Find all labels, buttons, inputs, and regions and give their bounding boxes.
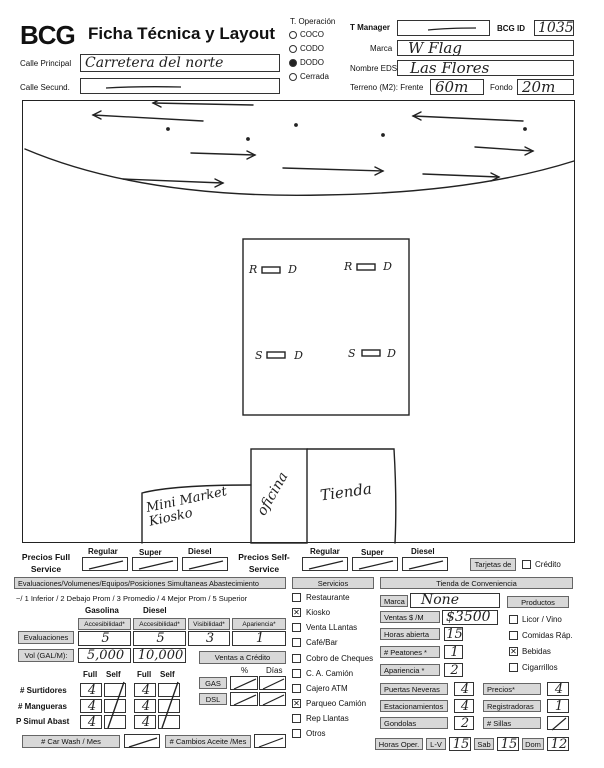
slash-mark <box>125 735 161 749</box>
vol-gasolina-field[interactable] <box>78 648 131 663</box>
self-label-dsl: Self <box>160 670 175 679</box>
self-slash-marks <box>80 676 190 736</box>
dom-value: 12 <box>550 737 568 752</box>
slash-mark <box>83 558 129 572</box>
price-self-super[interactable] <box>352 557 398 571</box>
fondo-field[interactable] <box>517 79 574 95</box>
pump-label: R D <box>344 260 392 273</box>
surtidores-full-dsl-value: 4 <box>141 683 151 698</box>
credito-checkbox[interactable] <box>522 560 531 569</box>
puertas-field[interactable] <box>454 682 474 696</box>
estacionamientos-field[interactable] <box>454 699 474 713</box>
dash-mark <box>398 21 491 37</box>
price-col-diesel: Diesel <box>188 547 212 556</box>
servicio-checkbox[interactable] <box>292 714 301 723</box>
slash-mark <box>260 677 287 691</box>
servicio-label: Rep Llantas <box>306 714 349 723</box>
horas-abierta-field[interactable] <box>444 627 463 641</box>
gas-dias-field[interactable] <box>259 676 286 690</box>
mangueras-label: # Mangueras <box>18 702 67 711</box>
diesel-label: Diesel <box>143 606 167 615</box>
calle-secund-field[interactable] <box>80 78 280 94</box>
servicio-label: Kiosko <box>306 608 331 617</box>
servicio-checkbox[interactable]: ✕ <box>293 608 300 617</box>
dsl-dias-field[interactable] <box>259 692 286 706</box>
sab-value: 15 <box>500 737 518 752</box>
servicio-checkbox[interactable] <box>292 593 301 602</box>
full-label-dsl: Full <box>137 670 152 679</box>
eval-4-value: 1 <box>255 631 265 646</box>
peatones-label: # Peatones * <box>380 646 440 658</box>
producto-label: Bebidas <box>522 647 551 656</box>
gasolina-label: Gasolina <box>85 606 119 615</box>
dias-label: Días <box>266 666 283 675</box>
fondo-label: Fondo <box>490 83 513 92</box>
eval-1-value: 5 <box>101 631 110 646</box>
page-title: Ficha Técnica y Layout <box>88 24 276 43</box>
cambios-aceite-field[interactable] <box>254 734 286 748</box>
pct-label: % <box>241 666 249 675</box>
full-label-gas: Full <box>83 670 98 679</box>
eval-3-field[interactable] <box>188 631 230 646</box>
price-col-super: Super <box>139 548 162 557</box>
slash-mark <box>353 558 399 572</box>
servicio-checkbox[interactable] <box>292 669 301 678</box>
dash-mark <box>81 79 281 95</box>
nombre-eds-value: Las Flores <box>410 59 490 77</box>
surtidores-label: # Surtidores <box>20 686 67 695</box>
horas-abierta-value: 15 <box>446 627 463 642</box>
slash-mark <box>548 717 570 731</box>
sab-label: Sab <box>474 738 494 750</box>
ventas-label: Ventas $ /M <box>380 611 440 623</box>
servicio-checkbox[interactable] <box>292 684 301 693</box>
sab-field[interactable] <box>497 737 519 751</box>
vol-diesel-value: 10,000 <box>137 648 184 663</box>
radio-coco-label: COCO <box>300 30 324 39</box>
price-full-regular[interactable] <box>82 557 128 571</box>
producto-checkbox[interactable] <box>509 631 518 640</box>
servicio-label: C. A. Camión <box>306 669 354 678</box>
radio-cerrada[interactable] <box>289 73 297 81</box>
peatones-value: 1 <box>450 645 459 660</box>
vol-gasolina-value: 5,000 <box>86 648 125 663</box>
servicio-checkbox[interactable] <box>292 729 301 738</box>
servicio-label: Restaurante <box>306 593 350 602</box>
t-manager-label: T Manager <box>350 23 391 32</box>
servicio-checkbox[interactable] <box>292 654 301 663</box>
gas-pct-field[interactable] <box>230 676 258 690</box>
servicio-checkbox[interactable] <box>292 623 301 632</box>
registradoras-value: 1 <box>554 699 564 714</box>
nombre-eds-label: Nombre EDS <box>350 64 398 73</box>
producto-checkbox[interactable] <box>509 615 518 624</box>
gondolas-field[interactable] <box>454 716 474 730</box>
eval-4-field[interactable] <box>232 631 286 646</box>
car-wash-field[interactable] <box>124 734 160 748</box>
apariencia-label: Apariencia * <box>380 664 440 676</box>
terreno-label: Terreno (M2): Frente <box>350 83 424 92</box>
fondo-value: 20m <box>522 78 556 96</box>
mini-market-label: Mini Market Kiosko <box>144 484 229 530</box>
frente-field[interactable] <box>430 79 484 95</box>
price-self-regular[interactable] <box>302 557 348 571</box>
eval-1-field[interactable] <box>78 631 131 646</box>
servicio-label: Parqueo Camión <box>306 699 367 708</box>
bcg-id-label: BCG ID <box>497 24 525 33</box>
surtidores-full-gas-value: 4 <box>87 683 97 698</box>
precios-value: 4 <box>554 682 564 697</box>
bcg-id-field[interactable] <box>534 20 574 36</box>
marca-field[interactable] <box>397 40 574 56</box>
mangueras-full-gas-value: 4 <box>87 699 97 714</box>
producto-label: Licor / Vino <box>522 615 562 624</box>
peatones-field[interactable] <box>444 645 463 659</box>
scale-tick-mark: ~/ <box>16 594 25 603</box>
apariencia-field[interactable] <box>444 663 463 677</box>
tienda-label: Tienda <box>318 479 373 505</box>
dom-field[interactable] <box>547 737 569 751</box>
calle-secund-label: Calle Secund. <box>20 83 70 92</box>
slash-mark <box>231 693 259 707</box>
criteria-4: Apariencia* <box>232 618 286 630</box>
tarjetas-label: Tarjetas de <box>470 558 516 571</box>
servicio-label: Cobro de Cheques <box>306 654 374 663</box>
nombre-eds-field[interactable] <box>397 60 574 76</box>
price-full-diesel[interactable] <box>182 557 228 571</box>
servicio-label: Venta LLantas <box>306 623 358 632</box>
producto-checkbox[interactable] <box>509 663 518 672</box>
dsl-label: DSL <box>199 693 227 705</box>
slash-mark <box>403 558 449 572</box>
radio-codo[interactable] <box>289 45 297 53</box>
scale-legend-text: 1 Inferior / 2 Debajo Prom / 3 Promedio / 4 Mejor Prom / 5 Superior <box>24 594 248 603</box>
layout-drawing-area <box>22 100 575 543</box>
lv-value: 15 <box>452 737 470 752</box>
servicios-title: Servicios <box>292 577 374 589</box>
price-self-col-regular: Regular <box>310 547 340 556</box>
logo: BCG <box>20 20 75 50</box>
calle-principal-value: Carretera del norte <box>85 55 224 71</box>
t-operacion-label: T. Operación <box>290 17 336 26</box>
precios-label: Precios* <box>483 683 541 695</box>
pump-label: S D <box>348 347 396 360</box>
slash-mark <box>255 735 287 749</box>
dsl-pct-field[interactable] <box>230 692 258 706</box>
radio-codo-label: CODO <box>300 44 324 53</box>
producto-checkbox[interactable]: ✕ <box>510 647 517 656</box>
slash-mark <box>133 558 179 572</box>
horas-oper-label: Horas Oper. <box>375 738 423 750</box>
marca-value: W Flag <box>408 39 462 57</box>
vol-diesel-field[interactable] <box>133 648 186 663</box>
criteria-2: Accesibilidad* <box>133 618 186 630</box>
price-self-col-diesel: Diesel <box>411 547 435 556</box>
calle-principal-label: Calle Principal <box>20 59 72 68</box>
self-label-gas: Self <box>106 670 121 679</box>
ventas-field[interactable] <box>442 610 498 625</box>
puertas-label: Puertas Neveras <box>380 683 448 695</box>
vol-label: Vol (GAL/M): <box>18 649 74 662</box>
radio-coco[interactable] <box>289 31 297 39</box>
registradoras-label: Registradoras <box>483 700 541 712</box>
radio-dodo-label: DODO <box>300 58 324 67</box>
pump-label: R D <box>249 263 297 276</box>
producto-label: Comidas Ráp. <box>522 631 573 640</box>
radio-dodo[interactable] <box>289 59 297 67</box>
eval-2-value: 5 <box>156 631 165 646</box>
gondolas-value: 2 <box>460 716 470 731</box>
tienda-marca-field[interactable] <box>410 593 500 608</box>
oficina-label: oficina <box>253 469 292 519</box>
price-self-diesel[interactable] <box>402 557 448 571</box>
horas-abierta-label: Horas abierta <box>380 628 440 640</box>
marca-label: Marca <box>370 44 393 53</box>
simul-label: P Simul Abast <box>16 717 70 726</box>
evaluaciones-label: Evaluaciones <box>18 631 74 644</box>
apariencia-value: 2 <box>450 663 459 678</box>
sillas-field[interactable] <box>547 716 569 730</box>
car-wash-label: # Car Wash / Mes <box>22 735 120 748</box>
ventas-value: $3500 <box>446 609 491 625</box>
slash-mark <box>231 677 259 691</box>
registradoras-field[interactable] <box>547 699 569 713</box>
ventas-credito-label: Ventas a Crédito <box>199 651 286 664</box>
servicio-label: Otros <box>306 729 326 738</box>
tienda-marca-label: Marca <box>380 595 408 607</box>
slash-mark <box>303 558 349 572</box>
frente-value: 60m <box>435 78 469 96</box>
servicio-label: Cajero ATM <box>306 684 348 693</box>
pump-label: S D <box>255 349 303 362</box>
dom-label: Dom <box>522 738 544 750</box>
criteria-3: Visibilidad* <box>188 618 230 630</box>
slash-mark <box>183 558 229 572</box>
tienda-title: Tienda de Conveniencia <box>380 577 573 589</box>
productos-label: Productos <box>507 596 569 608</box>
tienda-marca-value: None <box>421 592 459 608</box>
t-manager-field[interactable] <box>397 20 490 36</box>
radio-cerrada-label: Cerrada <box>300 72 329 81</box>
producto-label: Cigarrillos <box>522 663 558 672</box>
gas-label: GAS <box>199 677 227 689</box>
eval-3-value: 3 <box>205 631 215 646</box>
price-col-regular: Regular <box>88 547 118 556</box>
servicio-checkbox[interactable] <box>292 638 301 647</box>
full-service-label: Precios Full Service <box>21 552 71 574</box>
price-full-super[interactable] <box>132 557 178 571</box>
evaluaciones-section-title: Evaluaciones/Volumenes/Equipos/Posiciones Simultaneas Abastecimiento <box>14 577 286 589</box>
site-sketch <box>23 101 576 544</box>
estacionamientos-value: 4 <box>460 699 470 714</box>
criteria-1: Accesibilidad* <box>78 618 131 630</box>
estacionamientos-label: Estacionamientos <box>380 700 448 712</box>
cambios-aceite-label: # Cambios Aceite /Mes <box>165 735 251 748</box>
simul-full-gas-value: 4 <box>87 715 97 730</box>
gondolas-label: Gondolas <box>380 717 448 729</box>
slash-mark <box>260 693 287 707</box>
scale-legend <box>16 594 247 603</box>
self-service-label: Precios Self-Service <box>238 552 290 574</box>
puertas-value: 4 <box>460 682 470 697</box>
calle-principal-field[interactable] <box>80 54 280 72</box>
precios-field[interactable] <box>547 682 569 696</box>
mangueras-full-dsl-value: 4 <box>141 699 151 714</box>
servicio-checkbox[interactable]: ✕ <box>293 699 300 708</box>
bcg-id-value: 1035 <box>538 20 574 36</box>
lv-label: L-V <box>426 738 446 750</box>
eval-2-field[interactable] <box>133 631 186 646</box>
credito-label: Crédito <box>535 560 561 569</box>
sillas-label: # Sillas <box>483 717 541 729</box>
price-self-col-super: Super <box>361 548 384 557</box>
lv-field[interactable] <box>449 737 471 751</box>
servicio-label: Café/Bar <box>306 638 338 647</box>
simul-full-dsl-value: 4 <box>141 715 151 730</box>
